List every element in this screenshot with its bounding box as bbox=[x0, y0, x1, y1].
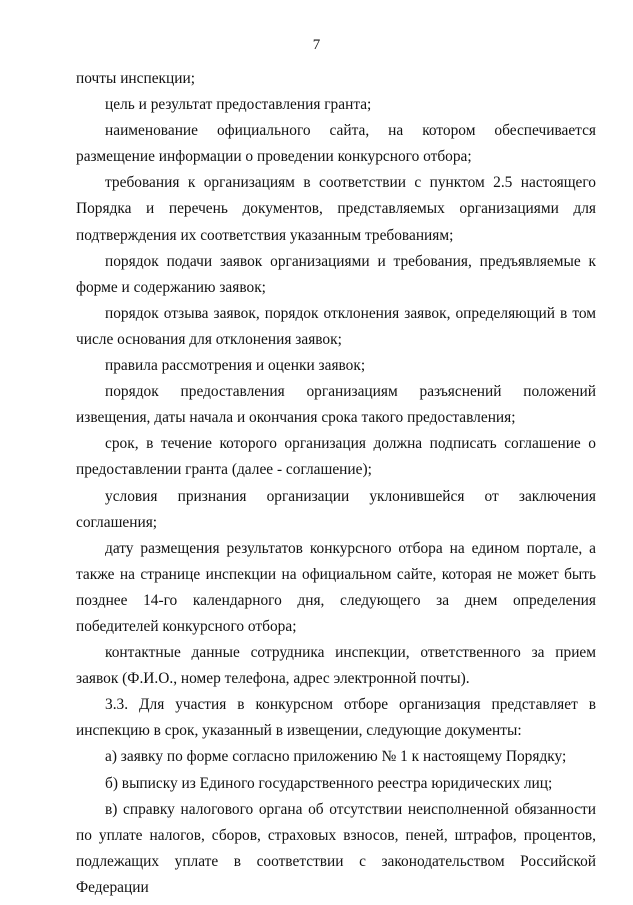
paragraph-signing-term: срок, в течение которого организация должна подписать соглашение о предоставлении гранта (далее - соглашение); bbox=[76, 435, 596, 479]
paragraph-evasion-conditions: условия признания организации уклонившейся от заключения соглашения; bbox=[76, 487, 596, 531]
list-item-b: б) выписку из Единого государственного реестра юридических лиц; bbox=[105, 774, 553, 792]
list-item-v: в) справку налогового органа об отсутствии неисполненной обязанности по уплате налогов, сборов, страховых взносов, пеней, штрафов, процентов, подлежащих уплате в соответствии с законодательством Российской Федерации bbox=[76, 800, 596, 896]
paragraph-requirements: требования к организациям в соответствии с пунктом 2.5 настоящего Порядка и перечень документов, представляемых организациями для подтверждения их соответствия указанным требованиям; bbox=[76, 174, 596, 244]
paragraph-section-3-3: 3.3. Для участия в конкурсном отборе организация представляет в инспекцию в срок, указанный в извещении, следующие документы: bbox=[76, 696, 596, 740]
paragraph-clarifications: порядок предоставления организациям разъяснений положений извещения, даты начала и окончания срока такого предоставления; bbox=[76, 383, 596, 427]
page-number: 7 bbox=[312, 37, 321, 53]
paragraph-submission-order: порядок подачи заявок организациями и требования, предъявляемые к форме и содержанию заявок; bbox=[76, 252, 596, 296]
paragraph-results-date: дату размещения результатов конкурсного отбора на едином портале, а также на странице инспекции на официальном сайте, которая не может быть позднее 14-го календарного дня, следующего за днем определения победителей конкурсного отбора; bbox=[76, 539, 596, 635]
paragraph-review-rules: правила рассмотрения и оценки заявок; bbox=[105, 357, 366, 375]
list-item-a: а) заявку по форме согласно приложению № 1 к настоящему Порядку; bbox=[105, 748, 567, 766]
paragraph-continuation: почты инспекции; bbox=[76, 70, 196, 87]
paragraph-contact-data: контактные данные сотрудника инспекции, ответственного за прием заявок (Ф.И.О., номер телефона, адрес электронной почты). bbox=[76, 644, 596, 688]
paragraph-withdrawal-order: порядок отзыва заявок, порядок отклонения заявок, определяющий в том числе основания для отклонения заявок; bbox=[76, 304, 596, 348]
paragraph-site-name: наименование официального сайта, на котором обеспечивается размещение информации о проведении конкурсного отбора; bbox=[76, 122, 596, 166]
paragraph-grant-goal: цель и результат предоставления гранта; bbox=[105, 96, 372, 114]
document-body bbox=[76, 66, 596, 901]
